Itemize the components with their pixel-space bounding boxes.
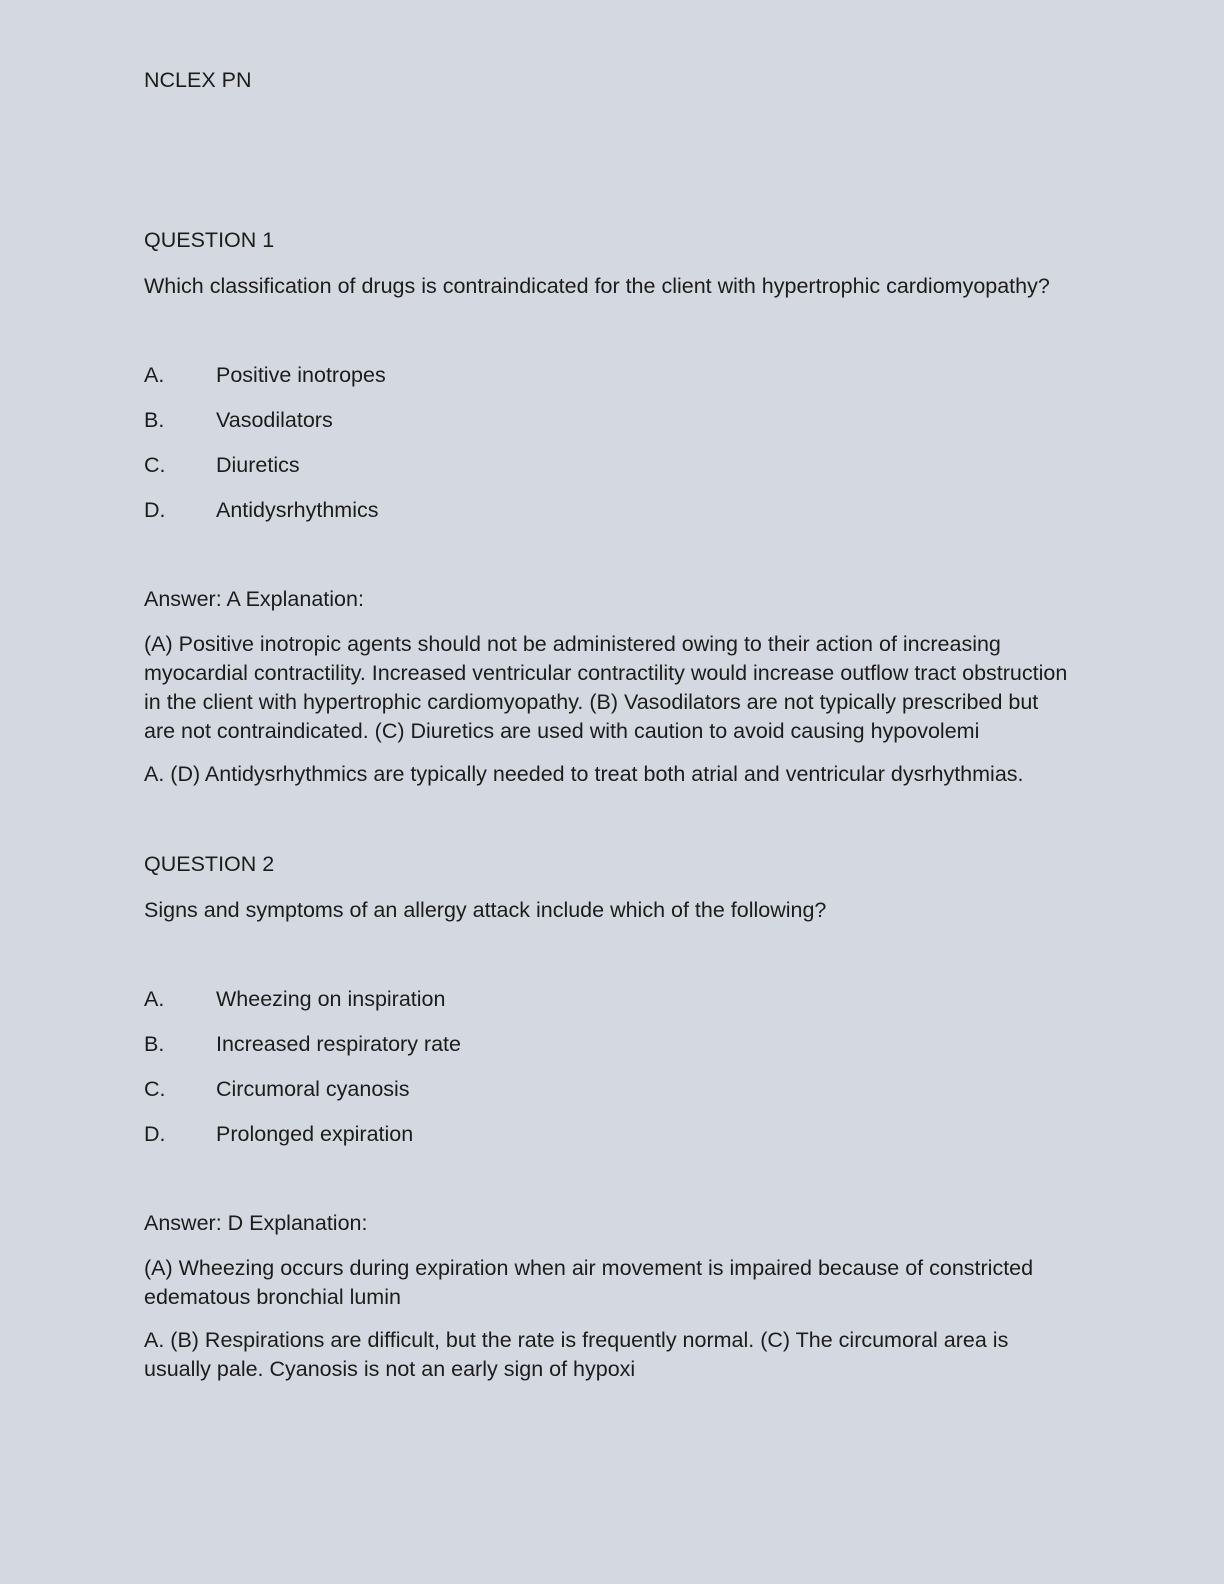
question-2-text: Signs and symptoms of an allergy attack include which of the following?: [144, 898, 827, 922]
option-row: [144, 496, 1074, 525]
question-2-explanation-paragraph-1: (A) Wheezing occurs during expiration when air movement is impaired because of constricted edematous bronchial lumin: [144, 1256, 1034, 1309]
option-text: Vasodilators: [216, 408, 333, 432]
option-text: Diuretics: [216, 453, 300, 477]
option-letter: C.: [144, 1077, 166, 1101]
question-block-1: [144, 226, 1074, 789]
option-letter: B.: [144, 408, 165, 432]
option-row: [144, 1120, 1074, 1149]
option-row: [144, 451, 1074, 480]
option-letter: B.: [144, 1032, 165, 1056]
option-text: Antidysrhythmics: [216, 498, 379, 522]
option-letter: D.: [144, 1122, 166, 1146]
option-text: Circumoral cyanosis: [216, 1077, 410, 1101]
question-1-heading: QUESTION 1: [144, 228, 275, 252]
option-letter: D.: [144, 498, 166, 522]
option-row: [144, 406, 1074, 435]
question-2-options: [144, 985, 1074, 1149]
option-letter: A.: [144, 987, 165, 1011]
question-2-explanation-paragraph-2: A. (B) Respirations are difficult, but the rate is frequently normal. (C) The circumoral area is usually pale. Cyanosis is not an early sign of hypoxi: [144, 1328, 1009, 1381]
document-title: NCLEX PN: [144, 68, 252, 92]
option-text: Positive inotropes: [216, 363, 386, 387]
question-1-text: Which classification of drugs is contraindicated for the client with hypertrophic cardiomyopathy?: [144, 274, 1050, 298]
option-letter: A.: [144, 363, 165, 387]
option-text: Increased respiratory rate: [216, 1032, 461, 1056]
option-text: Wheezing on inspiration: [216, 987, 446, 1011]
option-row: [144, 1075, 1074, 1104]
question-1-explanation-paragraph-1: (A) Positive inotropic agents should not be administered owing to their action of increasing myocardial contractility. Increased ventricular contractility would increase outflow tract obstruction in the client with hypertrophic cardiomyopathy. (B) Vasodilators are not typically prescribed but are not contraindicated. (C) Diuretics are used with caution to avoid causing hypovolemi: [144, 632, 1068, 743]
question-1-answer-label: Answer: A Explanation:: [144, 587, 364, 611]
option-row: [144, 361, 1074, 390]
question-2-answer-label: Answer: D Explanation:: [144, 1211, 368, 1235]
question-2-heading: QUESTION 2: [144, 852, 275, 876]
option-letter: C.: [144, 453, 166, 477]
question-1-options: [144, 361, 1074, 525]
question-block-2: [144, 850, 1074, 1384]
option-row: [144, 985, 1074, 1014]
question-1-explanation-paragraph-2: A. (D) Antidysrhythmics are typically needed to treat both atrial and ventricular dysrhythmias.: [144, 762, 1024, 786]
option-row: [144, 1030, 1074, 1059]
option-text: Prolonged expiration: [216, 1122, 414, 1146]
